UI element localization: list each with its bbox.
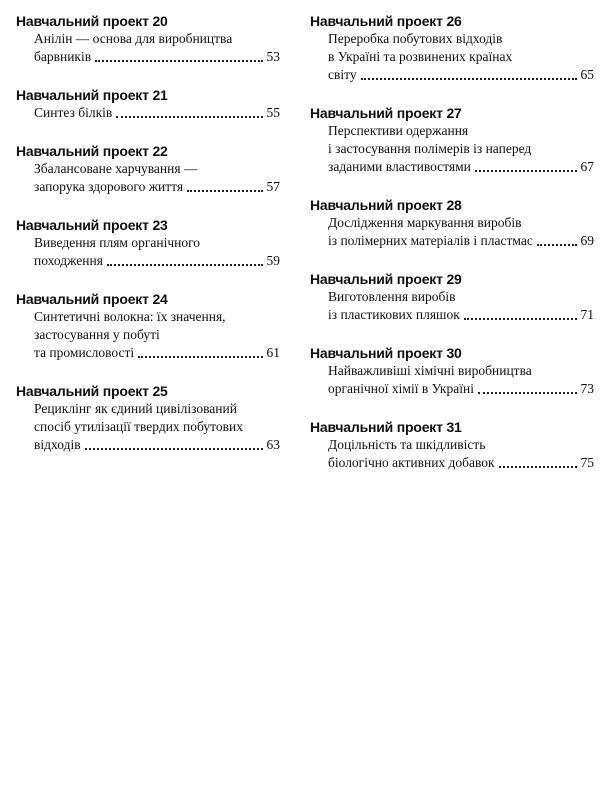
entry-description [16,234,280,270]
entry-last-line [34,48,280,66]
toc-entry [310,104,594,176]
entry-line: та промисловості [34,345,135,360]
dot-leader [107,264,263,266]
dot-leader [187,190,262,192]
toc-right-column [310,12,594,492]
toc-entry [310,196,594,250]
entry-title: Навчальний проект 24 [16,291,168,307]
entry-line: Дослідження маркування виробів [328,215,522,230]
entry-line: Збалансоване харчування — [34,161,198,176]
entry-description [16,30,280,66]
entry-title: Навчальний проект 23 [16,217,168,233]
entry-title: Навчальний проект 31 [310,419,462,435]
entry-line: спосіб утилізації твердих побутових [34,419,243,434]
entry-line: Перспективи одержання [328,123,469,138]
entry-description [310,362,594,398]
entry-last-line [328,158,594,176]
toc-entry [16,216,280,270]
entry-line: відходів [34,437,81,452]
entry-last-line [34,104,280,122]
entry-last-line [328,66,594,84]
dot-leader [478,392,577,394]
page-number: 65 [580,67,594,82]
toc-left-column [16,12,280,474]
dot-leader [95,60,262,62]
toc-entry [310,12,594,84]
entry-title: Навчальний проект 22 [16,143,168,159]
entry-title: Навчальний проект 29 [310,271,462,287]
entry-title: Навчальний проект 27 [310,105,462,121]
entry-description [310,30,594,84]
entry-line: заданими властивостями [328,159,471,174]
entry-title: Навчальний проект 26 [310,13,462,29]
entry-line: Найважливіші хімічні виробництва [328,363,532,378]
entry-description [16,160,280,196]
entry-line: Виведення плям органічного [34,235,201,250]
entry-last-line [328,454,594,472]
toc-entry [16,12,280,66]
entry-last-line [34,252,280,270]
page-number: 59 [266,253,280,268]
entry-line: Доцільність та шкідливість [328,437,486,452]
page-number: 61 [266,345,280,360]
entry-line: Переробка побутових відходів [328,31,503,46]
entry-description [310,122,594,176]
page-number: 71 [580,307,594,322]
entry-line: світу [328,67,357,82]
entry-last-line [328,306,594,324]
dot-leader [537,244,577,246]
entry-last-line [34,178,280,196]
entry-description [16,308,280,362]
entry-line: із пластикових пляшок [328,307,460,322]
dot-leader [85,448,263,450]
page-number: 75 [580,455,594,470]
entry-last-line [328,380,594,398]
entry-line: біологічно активних добавок [328,455,495,470]
page-number: 69 [580,233,594,248]
entry-description [16,400,280,454]
page-number: 63 [266,437,280,452]
entry-line: Виготовлення виробів [328,289,456,304]
page-number: 67 [580,159,594,174]
toc-entry [16,290,280,362]
entry-line: і застосування полімерів із наперед [328,141,532,156]
dot-leader [116,116,262,118]
dot-leader [464,318,577,320]
entry-title: Навчальний проект 25 [16,383,168,399]
toc-entry [310,344,594,398]
entry-description [310,214,594,250]
dot-leader [475,170,577,172]
entry-line: Синтез білків [34,105,113,120]
entry-description [310,436,594,472]
entry-line: Синтетичні волокна: їх значення, [34,309,226,324]
toc-entry [310,270,594,324]
entry-line: застосування у побуті [34,327,160,342]
entry-line: барвників [34,49,92,64]
entry-line: Анілін — основа для виробництва [34,31,233,46]
page-number: 53 [266,49,280,64]
entry-description [310,288,594,324]
entry-line: органічної хімії в Україні [328,381,474,396]
page-number: 57 [266,179,280,194]
entry-title: Навчальний проект 21 [16,87,168,103]
toc-entry [16,86,280,122]
entry-last-line [328,232,594,250]
entry-description [16,104,280,122]
toc-entry [310,418,594,472]
page-number: 73 [580,381,594,396]
entry-last-line [34,344,280,362]
toc-entry [16,382,280,454]
page-number: 55 [266,105,280,120]
entry-title: Навчальний проект 28 [310,197,462,213]
entry-line: із полімерних матеріалів і пластмас [328,233,533,248]
entry-title: Навчальний проект 20 [16,13,168,29]
dot-leader [361,78,577,80]
toc-entry [16,142,280,196]
entry-last-line [34,436,280,454]
entry-line: походження [34,253,103,268]
dot-leader [138,356,262,358]
entry-line: в Україні та розвинених країнах [328,49,513,64]
dot-leader [499,466,577,468]
entry-line: Рециклінг як єдиний цивілізований [34,401,237,416]
entry-line: запорука здорового життя [34,179,184,194]
entry-title: Навчальний проект 30 [310,345,462,361]
